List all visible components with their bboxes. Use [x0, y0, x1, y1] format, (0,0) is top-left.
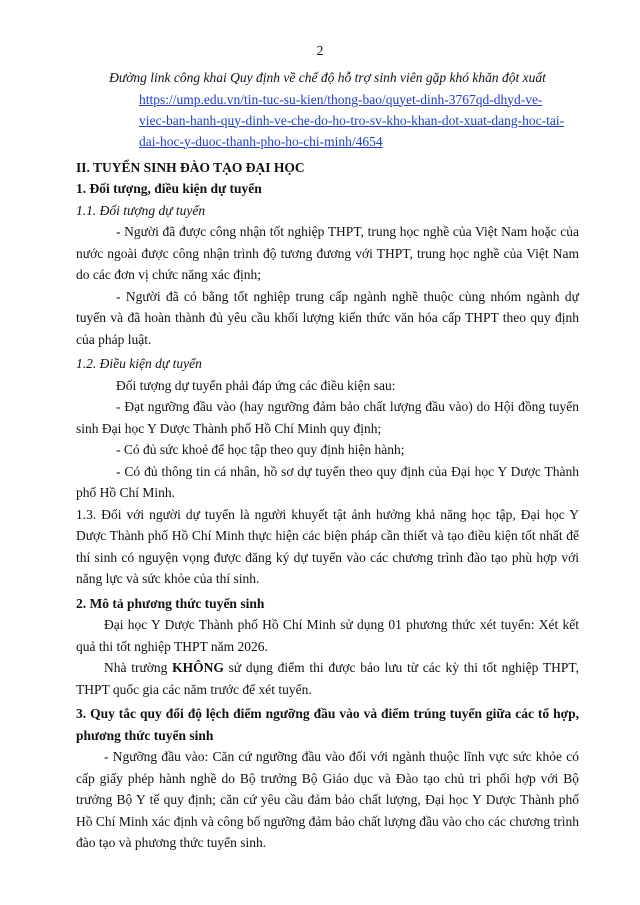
heading-1: 1. Đối tượng, điều kiện dự tuyển: [76, 181, 262, 196]
paragraph-1-2-a: - Đạt ngưỡng đầu vào (hay ngưỡng đảm bảo chất lượng đầu vào) do Hội đồng tuyển sinh Đại học Y Dược Thành phố Hồ Chí Minh quy định;: [76, 399, 579, 436]
policy-link-line-1[interactable]: https://ump.edu.vn/tin-tuc-su-kien/thong-bao/quyet-dinh-3767qd-dhyd-ve-: [139, 91, 543, 107]
paragraph-1-1-a: - Người đã được công nhận tốt nghiệp THPT, trung học nghề của Việt Nam hoặc của nước ngoài được công nhận trình độ tương đương với THPT, trung học nghề của Việt Nam do các đơn vị chức năng xác định;: [76, 224, 579, 282]
paragraph-3-a: - Ngưỡng đầu vào: Căn cứ ngưỡng đầu vào đối với ngành thuộc lĩnh vực sức khỏe có cấp giấy phép hành nghề do Bộ trưởng Bộ Giáo dục và Đào tạo chủ trì phối hợp với Bộ trưởng Bộ Y tế quy định; căn cứ yêu cầu đảm bảo chất lượng, Đại học Y Dược Thành phố Hồ Chí Minh xác định và công bố ngưỡng đảm bảo chất lượng đầu vào cho các chương trình đào tạo và phương thức tuyển sinh.: [76, 749, 579, 850]
paragraph-1-2-c: - Có đủ thông tin cá nhân, hồ sơ dự tuyển theo quy định của Đại học Y Dược Thành phố Hồ Chí Minh.: [76, 463, 579, 500]
heading-1-1: 1.1. Đối tượng dự tuyển: [76, 202, 206, 218]
policy-link-line-2[interactable]: viec-ban-hanh-quy-dinh-ve-che-do-ho-tro-sv-kho-khan-dot-xuat-dang-hoc-tai-: [139, 112, 565, 128]
page-content: [76, 67, 579, 854]
page-number: 2: [316, 43, 324, 58]
paragraph-2-b: [76, 657, 579, 700]
heading-2: 2. Mô tả phương thức tuyển sinh: [76, 595, 265, 611]
policy-link-line-3[interactable]: dai-hoc-y-duoc-thanh-pho-ho-chi-minh/4654: [139, 133, 383, 149]
paragraph-2-a: Đại học Y Dược Thành phố Hồ Chí Minh sử dụng 01 phương thức xét tuyển: Xét kết quả thi tốt nghiệp THPT năm 2026.: [76, 617, 579, 654]
paragraph-1-2-b: - Có đủ sức khoẻ để học tập theo quy định hiện hành;: [116, 442, 405, 457]
paragraph-1-1-b: - Người đã có bằng tốt nghiệp trung cấp ngành nghề thuộc cùng nhóm ngành dự tuyển và đã hoàn thành đủ yêu cầu khối lượng kiến thức văn hóa cấp THPT theo quy định của pháp luật.: [76, 288, 579, 347]
section-title: II. TUYỂN SINH ĐÀO TẠO ĐẠI HỌC: [76, 159, 305, 175]
paragraph-2-b-end: sử dụng điểm thi được bảo lưu từ các kỳ thi tốt nghiệp THPT, THPT quốc gia các năm trước để xét tuyển.: [76, 660, 579, 697]
paragraph-1-2-intro: Đối tượng dự tuyển phải đáp ứng các điều kiện sau:: [116, 377, 396, 393]
link-section-title: Đường link công khai Quy định về chế độ hỗ trợ sinh viên gặp khó khăn đột xuất: [109, 70, 546, 85]
paragraph-2-b-start: Nhà trường: [104, 660, 173, 675]
paragraph-2-b-emphasis: KHÔNG: [172, 660, 224, 675]
heading-3: 3. Quy tắc quy đổi độ lệch điểm ngưỡng đầu vào và điểm trúng tuyển giữa các tổ hợp, phương thức tuyển sinh: [76, 706, 579, 743]
heading-1-2: 1.2. Điều kiện dự tuyển: [76, 356, 202, 371]
paragraph-1-3: 1.3. Đối với người dự tuyển là người khuyết tật ảnh hưởng khả năng học tập, Đại học Y Dược Thành phố Hồ Chí Minh thực hiện các biện pháp cần thiết và tạo điều kiện tốt nhất để thí sinh có nguyện vọng được đăng ký dự tuyển vào các chương trình đào tạo phù hợp với năng lực và sức khỏe của thí sinh.: [76, 506, 579, 586]
